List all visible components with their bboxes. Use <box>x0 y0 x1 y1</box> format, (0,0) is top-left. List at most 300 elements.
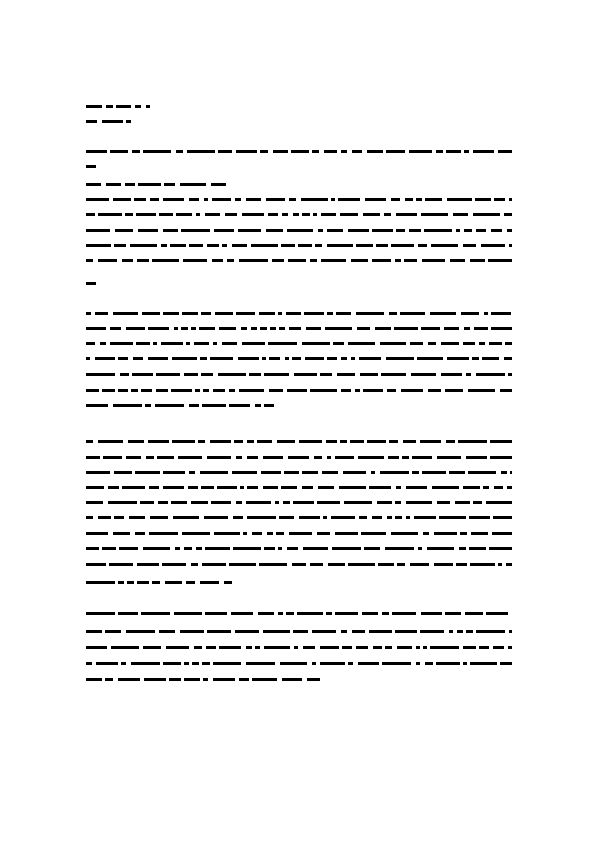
text-word-mark <box>86 662 92 665</box>
text-word-mark <box>342 646 352 649</box>
text-word-mark <box>246 198 261 201</box>
text-word-mark <box>215 312 233 315</box>
text-word-mark <box>100 342 106 345</box>
text-word-mark <box>310 563 323 566</box>
text-word-mark <box>163 312 179 315</box>
text-word-mark <box>434 532 457 535</box>
text-word-mark <box>231 612 253 615</box>
text-word-mark <box>423 532 429 535</box>
text-word-mark <box>504 213 512 216</box>
text-word-mark <box>222 244 227 247</box>
text-word-mark <box>303 547 328 550</box>
text-word-mark <box>416 646 420 649</box>
text-word-mark <box>113 532 130 535</box>
text-word-mark <box>320 662 345 665</box>
text-word-mark <box>281 486 297 489</box>
text-word-mark <box>259 563 287 566</box>
text-word-mark <box>405 198 413 201</box>
text-word-mark <box>444 327 459 330</box>
text-word-mark <box>263 456 283 459</box>
text-word-mark <box>157 456 174 459</box>
text-word-mark <box>456 229 460 232</box>
text-word-mark <box>95 357 115 360</box>
text-word-mark <box>423 646 427 649</box>
text-word-mark <box>155 404 184 407</box>
text-word-mark <box>441 373 462 376</box>
text-word-mark <box>225 213 237 216</box>
text-word-mark <box>118 357 128 360</box>
text-word-mark <box>251 327 257 330</box>
text-word-mark <box>224 581 232 584</box>
text-word-mark <box>144 678 166 681</box>
text-word-mark <box>422 259 445 262</box>
text-word-mark <box>417 357 443 360</box>
text-word-mark <box>103 456 122 459</box>
text-word-mark <box>108 501 137 504</box>
text-word-mark <box>431 244 458 247</box>
text-word-mark <box>463 486 480 489</box>
text-word-mark <box>141 389 152 392</box>
text-word-mark <box>355 389 360 392</box>
text-word-mark <box>170 244 186 247</box>
text-word-mark <box>348 229 369 232</box>
text-word-mark <box>348 342 375 345</box>
text-word-mark <box>387 516 392 519</box>
text-word-mark <box>427 547 454 550</box>
text-word-mark <box>298 244 312 247</box>
text-word-mark <box>125 213 133 216</box>
text-word-mark <box>131 662 160 665</box>
text-word-mark <box>86 581 115 584</box>
text-word-mark <box>260 327 267 330</box>
text-word-mark <box>150 516 168 519</box>
text-word-mark <box>363 389 383 392</box>
text-word-mark <box>206 646 216 649</box>
text-word-mark <box>491 327 512 330</box>
text-word-mark <box>270 327 276 330</box>
text-word-mark <box>436 150 443 153</box>
text-word-mark <box>400 312 425 315</box>
text-word-mark <box>386 150 405 153</box>
text-word-mark <box>222 342 237 345</box>
text-word-mark <box>207 244 219 247</box>
text-word-mark <box>132 373 153 376</box>
text-word-mark <box>449 471 465 474</box>
text-word-mark <box>114 516 124 519</box>
text-word-mark <box>229 563 256 566</box>
text-word-mark <box>463 662 467 665</box>
text-word-mark <box>109 563 133 566</box>
text-word-mark <box>210 357 233 360</box>
text-word-mark <box>508 646 512 649</box>
text-word-mark <box>333 342 344 345</box>
text-word-mark <box>135 105 141 108</box>
text-word-mark <box>394 327 418 330</box>
text-word-mark <box>396 229 405 232</box>
text-word-mark <box>327 244 353 247</box>
text-word-mark <box>469 547 486 550</box>
text-word-mark <box>129 516 145 519</box>
text-word-mark <box>287 229 313 232</box>
text-word-mark <box>508 373 512 376</box>
text-word-mark <box>348 563 375 566</box>
text-word-mark <box>486 501 512 504</box>
text-word-mark <box>131 389 138 392</box>
text-word-mark <box>247 486 258 489</box>
text-word-mark <box>86 471 110 474</box>
text-word-mark <box>388 456 399 459</box>
text-word-mark <box>420 440 441 443</box>
text-word-mark <box>126 327 145 330</box>
text-word-mark <box>306 327 321 330</box>
text-word-mark <box>110 327 121 330</box>
text-word-mark <box>202 662 210 665</box>
text-word-mark <box>229 404 250 407</box>
text-word-mark <box>324 150 337 153</box>
text-word-mark <box>385 646 392 649</box>
text-word-mark <box>236 150 257 153</box>
text-word-mark <box>470 259 485 262</box>
text-word-mark <box>395 501 401 504</box>
text-word-mark <box>434 563 453 566</box>
text-word-mark <box>125 183 135 186</box>
text-word-mark <box>414 516 436 519</box>
text-word-mark <box>272 259 284 262</box>
text-word-mark <box>357 327 370 330</box>
text-word-mark <box>406 486 427 489</box>
text-word-mark <box>421 213 448 216</box>
text-word-mark <box>351 259 368 262</box>
text-word-mark <box>219 646 241 649</box>
text-word-mark <box>86 120 97 123</box>
text-word-mark <box>198 440 205 443</box>
text-word-mark <box>163 471 185 474</box>
text-word-mark <box>218 373 246 376</box>
text-word-mark <box>239 678 249 681</box>
text-word-mark <box>469 516 490 519</box>
text-word-mark <box>162 563 186 566</box>
text-word-mark <box>186 342 190 345</box>
text-word-mark <box>159 213 173 216</box>
text-word-mark <box>315 244 322 247</box>
text-word-mark <box>441 342 459 345</box>
text-word-mark <box>468 389 495 392</box>
text-word-mark <box>108 486 119 489</box>
text-word-mark <box>411 373 436 376</box>
text-word-mark <box>137 259 149 262</box>
text-word-mark <box>113 312 138 315</box>
text-word-mark <box>389 312 397 315</box>
text-word-mark <box>397 646 412 649</box>
text-word-mark <box>148 440 169 443</box>
text-word-mark <box>142 312 160 315</box>
text-word-mark <box>340 213 358 216</box>
text-word-mark <box>356 244 373 247</box>
text-word-mark <box>302 486 313 489</box>
text-word-mark <box>320 373 332 376</box>
text-word-mark <box>312 662 316 665</box>
text-word-mark <box>406 501 432 504</box>
text-word-mark <box>327 229 343 232</box>
text-word-mark <box>150 198 159 201</box>
text-word-mark <box>267 532 273 535</box>
text-word-mark <box>202 563 226 566</box>
text-word-mark <box>463 244 476 247</box>
text-word-mark <box>439 516 466 519</box>
text-word-mark <box>358 456 384 459</box>
text-word-mark <box>118 678 140 681</box>
text-word-mark <box>98 440 123 443</box>
text-word-mark <box>318 486 334 489</box>
text-word-mark <box>143 547 170 550</box>
text-word-mark <box>381 373 406 376</box>
text-word-mark <box>218 150 232 153</box>
text-word-mark <box>86 259 93 262</box>
text-word-mark <box>183 259 207 262</box>
text-word-mark <box>479 342 485 345</box>
text-word-mark <box>106 105 113 108</box>
text-word-mark <box>249 373 261 376</box>
text-word-mark <box>86 357 90 360</box>
text-word-mark <box>428 389 441 392</box>
text-word-mark <box>464 327 470 330</box>
text-word-mark <box>252 678 277 681</box>
text-word-mark <box>86 532 108 535</box>
text-word-mark <box>410 563 429 566</box>
text-word-mark <box>425 198 442 201</box>
text-word-mark <box>303 646 315 649</box>
text-word-mark <box>336 312 351 315</box>
text-word-mark <box>470 563 495 566</box>
text-word-mark <box>207 456 231 459</box>
text-word-mark <box>212 198 231 201</box>
text-word-mark <box>302 213 310 216</box>
text-word-mark <box>402 456 409 459</box>
text-word-mark <box>425 662 433 665</box>
text-word-mark <box>211 183 226 186</box>
text-word-mark <box>382 662 411 665</box>
text-word-mark <box>449 630 453 633</box>
text-word-mark <box>169 678 181 681</box>
text-word-mark <box>365 198 386 201</box>
text-word-mark <box>482 357 499 360</box>
text-word-mark <box>148 357 168 360</box>
text-word-mark <box>143 150 171 153</box>
text-word-mark <box>364 547 380 550</box>
text-word-mark <box>86 486 104 489</box>
text-word-mark <box>286 312 301 315</box>
text-word-mark <box>134 198 146 201</box>
text-word-mark <box>264 404 274 407</box>
text-word-mark <box>280 662 307 665</box>
text-word-mark <box>86 456 100 459</box>
text-word-mark <box>263 486 278 489</box>
text-word-mark <box>293 630 308 633</box>
text-word-mark <box>510 471 512 474</box>
text-word-mark <box>102 547 116 550</box>
text-word-mark <box>176 150 183 153</box>
text-word-mark <box>317 532 330 535</box>
text-word-mark <box>328 563 345 566</box>
text-word-mark <box>191 327 196 330</box>
text-word-mark <box>418 244 427 247</box>
text-word-mark <box>181 229 210 232</box>
text-word-mark <box>163 229 178 232</box>
text-word-mark <box>488 259 512 262</box>
text-word-mark <box>288 456 309 459</box>
text-word-mark <box>86 547 99 550</box>
text-word-mark <box>395 630 417 633</box>
text-word-mark <box>305 357 324 360</box>
text-word-mark <box>481 244 505 247</box>
text-word-mark <box>200 581 219 584</box>
text-word-mark <box>373 646 382 649</box>
text-word-mark <box>310 389 337 392</box>
text-word-mark <box>396 213 417 216</box>
text-word-mark <box>492 532 512 535</box>
text-word-mark <box>428 342 436 345</box>
text-word-mark <box>278 312 282 315</box>
text-word-mark <box>341 357 347 360</box>
text-word-mark <box>509 630 512 633</box>
text-word-mark <box>86 404 108 407</box>
text-word-mark <box>86 678 102 681</box>
text-word-mark <box>213 342 217 345</box>
text-word-mark <box>136 213 156 216</box>
text-word-mark <box>119 547 138 550</box>
text-word-mark <box>294 373 317 376</box>
text-word-mark <box>86 612 115 615</box>
text-word-mark <box>200 357 207 360</box>
text-word-mark <box>479 646 489 649</box>
text-word-mark <box>196 213 200 216</box>
text-word-mark <box>468 471 496 474</box>
text-word-mark <box>446 440 455 443</box>
text-word-mark <box>341 630 347 633</box>
text-word-mark <box>262 357 266 360</box>
text-word-mark <box>409 229 421 232</box>
text-word-mark <box>126 456 141 459</box>
text-word-mark <box>159 630 175 633</box>
text-word-mark <box>391 198 400 201</box>
text-word-mark <box>391 244 414 247</box>
text-word-mark <box>184 373 198 376</box>
text-word-mark <box>118 612 138 615</box>
text-word-mark <box>196 547 202 550</box>
text-word-mark <box>301 198 328 201</box>
text-word-mark <box>371 471 375 474</box>
text-word-mark <box>86 282 96 285</box>
text-word-mark <box>463 342 475 345</box>
text-word-mark <box>418 547 422 550</box>
text-word-mark <box>466 456 487 459</box>
text-word-mark <box>384 213 391 216</box>
text-word-mark <box>392 612 416 615</box>
text-word-mark <box>232 471 257 474</box>
text-word-mark <box>471 532 488 535</box>
text-word-mark <box>86 563 106 566</box>
text-word-mark <box>194 646 202 649</box>
text-word-mark <box>312 630 336 633</box>
text-word-mark <box>110 150 128 153</box>
text-word-mark <box>266 229 283 232</box>
text-word-mark <box>242 213 264 216</box>
text-word-mark <box>187 150 215 153</box>
text-word-mark <box>98 213 122 216</box>
text-word-mark <box>105 678 113 681</box>
text-word-mark <box>445 389 463 392</box>
text-word-mark <box>212 259 223 262</box>
text-word-mark <box>401 389 423 392</box>
text-word-mark <box>391 532 418 535</box>
text-word-mark <box>163 662 181 665</box>
text-word-mark <box>297 612 323 615</box>
text-word-mark <box>106 183 121 186</box>
text-word-mark <box>341 389 351 392</box>
text-word-mark <box>115 229 133 232</box>
text-word-mark <box>464 229 472 232</box>
text-word-mark <box>158 501 168 504</box>
text-word-mark <box>178 456 202 459</box>
text-word-mark <box>504 357 512 360</box>
text-word-mark <box>447 357 469 360</box>
text-word-mark <box>268 342 297 345</box>
text-word-mark <box>86 105 102 108</box>
text-word-mark <box>339 486 366 489</box>
text-word-mark <box>236 312 255 315</box>
text-word-mark <box>279 327 285 330</box>
text-word-mark <box>258 612 274 615</box>
text-word-mark <box>287 547 298 550</box>
text-word-mark <box>194 342 209 345</box>
text-word-mark <box>491 312 511 315</box>
text-word-mark <box>386 357 414 360</box>
text-word-mark <box>260 150 268 153</box>
text-word-mark <box>166 646 189 649</box>
text-word-mark <box>219 327 236 330</box>
text-word-mark <box>416 662 420 665</box>
text-word-mark <box>233 516 243 519</box>
text-word-mark <box>385 547 414 550</box>
text-word-mark <box>397 563 405 566</box>
text-word-mark <box>406 516 410 519</box>
text-word-mark <box>189 471 195 474</box>
text-word-mark <box>326 440 337 443</box>
text-word-mark <box>145 404 151 407</box>
text-word-mark <box>213 662 241 665</box>
text-word-mark <box>359 357 381 360</box>
text-word-mark <box>86 213 95 216</box>
text-word-mark <box>152 259 179 262</box>
text-word-mark <box>361 532 386 535</box>
text-word-mark <box>273 150 288 153</box>
text-word-mark <box>288 259 306 262</box>
text-word-mark <box>509 198 512 201</box>
text-word-mark <box>86 198 109 201</box>
text-word-mark <box>122 486 145 489</box>
text-word-mark <box>138 183 161 186</box>
text-word-mark <box>203 678 208 681</box>
text-word-mark <box>322 471 338 474</box>
text-word-mark <box>171 389 192 392</box>
text-word-mark <box>343 471 366 474</box>
text-word-mark <box>466 630 473 633</box>
text-word-mark <box>396 486 401 489</box>
text-word-mark <box>149 532 178 535</box>
text-word-mark <box>118 389 128 392</box>
text-word-mark <box>476 229 486 232</box>
text-word-mark <box>133 357 143 360</box>
